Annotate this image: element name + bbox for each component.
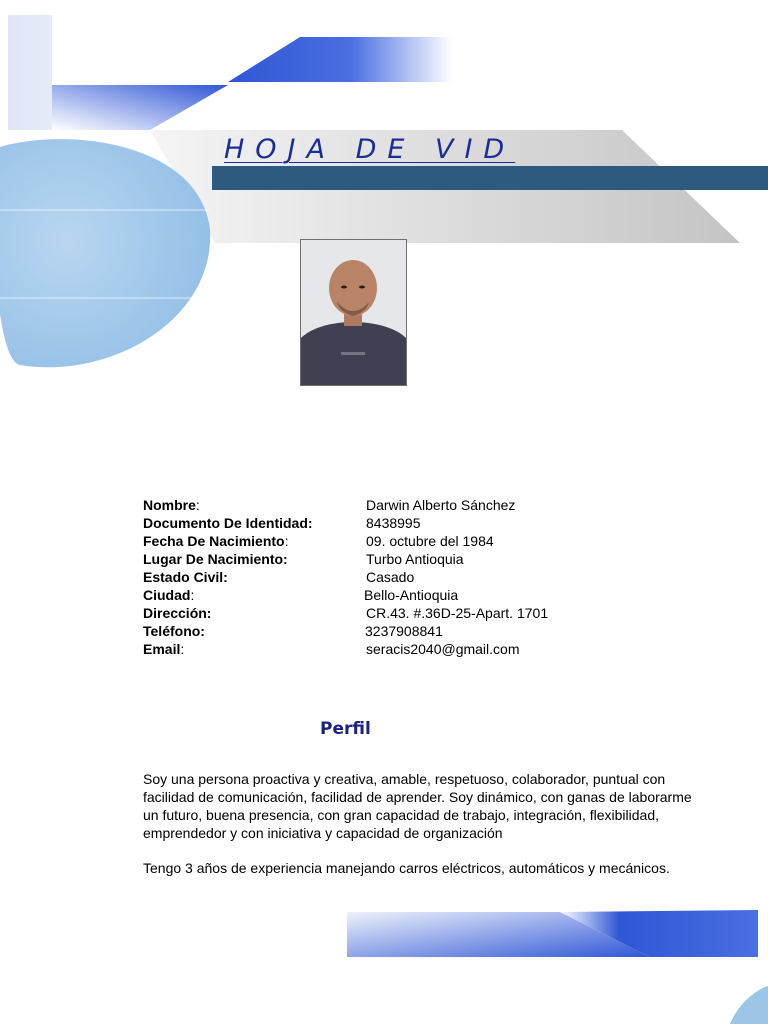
value-telefono: 3237908841 <box>365 623 443 639</box>
value-direccion: CR.43. #.36D-25-Apart. 1701 <box>366 605 549 621</box>
label-direccion: Dirección: <box>143 605 212 621</box>
perfil-paragraph-2: Tengo 3 años de experiencia manejando carros eléctricos, automáticos y mecánicos. <box>143 860 670 876</box>
label-documento: Documento De Identidad: <box>143 515 313 531</box>
label-colon: : <box>284 533 289 549</box>
title-bar <box>212 166 768 190</box>
info-row-telefono <box>143 622 703 640</box>
label-colon: : <box>180 641 185 657</box>
label-lugar: Lugar De Nacimiento: <box>143 551 288 567</box>
info-row-email <box>143 640 703 658</box>
footer-decoration <box>0 900 768 1024</box>
info-row-lugar <box>143 550 703 568</box>
info-row-ciudad <box>143 586 703 604</box>
info-row-direccion <box>143 604 703 622</box>
perfil-heading: Perfil <box>320 719 371 739</box>
label-email: Email <box>143 641 181 657</box>
info-row-estado <box>143 568 703 586</box>
label-telefono: Teléfono: <box>143 623 205 639</box>
label-estado: Estado Civil: <box>143 569 228 585</box>
value-estado: Casado <box>366 569 415 585</box>
label-ciudad: Ciudad <box>143 587 191 603</box>
label-colon: : <box>195 497 200 513</box>
label-fecha: Fecha De Nacimiento <box>143 533 285 549</box>
page-title: HOJA DE VID <box>224 134 516 165</box>
label-colon: : <box>190 587 195 603</box>
value-lugar: Turbo Antioquia <box>366 551 464 567</box>
blue-diagonal-shape <box>52 85 228 130</box>
value-nombre: Darwin Alberto Sánchez <box>366 497 516 513</box>
profile-photo <box>300 239 407 386</box>
value-fecha: 09. octubre del 1984 <box>366 533 494 549</box>
value-documento: 8438995 <box>366 515 421 531</box>
label-nombre: Nombre <box>143 497 196 513</box>
perfil-paragraph-1: Soy una persona proactiva y creativa, amable, respetuoso, colaborador, puntual con facilidad de comunicación, facilidad de aprender. Soy dinámico, con ganas de laborarme un futuro, buena presencia, con gran capacidad de trabajo, integración, flexibilidad, emprendedor y con iniciativa y capacidad de organización <box>143 771 692 841</box>
top-blue-shape <box>228 37 452 82</box>
value-email: seracis2040@gmail.com <box>366 641 520 657</box>
info-row-fecha <box>143 532 703 550</box>
value-ciudad: Bello-Antioquia <box>364 587 459 603</box>
info-row-nombre <box>143 496 703 514</box>
circle-decoration <box>0 130 215 380</box>
personal-info <box>143 496 703 658</box>
info-row-documento <box>143 514 703 532</box>
